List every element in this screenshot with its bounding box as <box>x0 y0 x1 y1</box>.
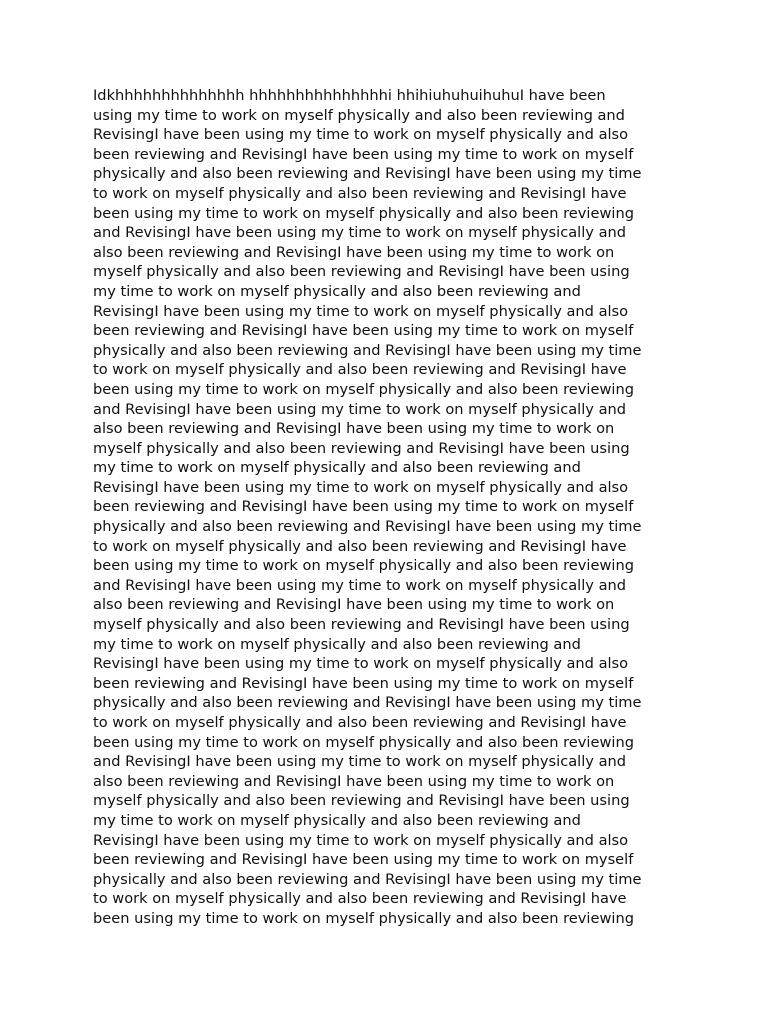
text-line: Idkhhhhhhhhhhhhhh hhhhhhhhhhhhhhhi hhihiuhuhuihuhuI have been <box>93 87 606 104</box>
text-line: myself physically and also been reviewing and RevisingI have been using <box>93 263 630 281</box>
text-line: my time to work on myself physically and also been reviewing and <box>93 635 581 653</box>
text-line: my time to work on myself physically and also been reviewing and <box>93 282 581 300</box>
text-line: also been reviewing and RevisingI have been using my time to work on <box>93 596 615 614</box>
text-line: physically and also been reviewing and RevisingI have been using my time <box>93 165 642 183</box>
text-line: to work on myself physically and also been reviewing and RevisingI have <box>93 714 627 731</box>
text-line: using my time to work on myself physically and also been reviewing and <box>93 106 625 124</box>
text-line: RevisingI have been using my time to work on myself physically and also <box>93 478 629 496</box>
body-paragraph <box>93 86 693 929</box>
text-line: to work on myself physically and also been reviewing and RevisingI have <box>93 361 627 379</box>
text-line: myself physically and also been reviewing and RevisingI have been using <box>93 616 630 634</box>
text-line: and RevisingI have been using my time to work on myself physically and <box>93 400 627 418</box>
text-line: been reviewing and RevisingI have been using my time to work on myself <box>93 851 634 869</box>
text-line: been reviewing and RevisingI have been using my time to work on myself <box>93 674 634 692</box>
text-line: to work on myself physically and also been reviewing and RevisingI have <box>93 184 627 202</box>
text-line: been using my time to work on myself physically and also been reviewing <box>93 380 634 398</box>
text-line: been reviewing and RevisingI have been using my time to work on myself <box>93 322 634 340</box>
text-line: to work on myself physically and also been reviewing and RevisingI have <box>93 890 627 908</box>
text-line: also been reviewing and RevisingI have been using my time to work on <box>93 420 615 438</box>
text-line: RevisingI have been using my time to work on myself physically and also <box>93 302 629 320</box>
text-line: been using my time to work on myself physically and also been reviewing <box>93 204 634 222</box>
text-line: myself physically and also been reviewing and RevisingI have been using <box>93 792 630 810</box>
text-line: been using my time to work on myself physically and also been reviewing <box>93 733 634 751</box>
text-line: my time to work on myself physically and also been reviewing and <box>93 811 581 829</box>
text-line: RevisingI have been using my time to work on myself physically and also <box>93 655 629 673</box>
text-line: been using my time to work on myself physically and also been reviewing <box>93 557 634 575</box>
text-line: physically and also been reviewing and RevisingI have been using my time <box>93 694 642 712</box>
text-line: and RevisingI have been using my time to work on myself physically and <box>93 576 627 594</box>
text-line: physically and also been reviewing and RevisingI have been using my time <box>93 341 642 359</box>
text-line: myself physically and also been reviewing and RevisingI have been using <box>93 439 630 457</box>
text-line: also been reviewing and RevisingI have been using my time to work on <box>93 772 615 790</box>
text-line: also been reviewing and RevisingI have been using my time to work on <box>93 243 615 261</box>
text-line: physically and also been reviewing and RevisingI have been using my time <box>93 518 642 536</box>
text-line: been reviewing and RevisingI have been using my time to work on myself <box>93 498 634 516</box>
text-line: been using my time to work on myself physically and also been reviewing <box>93 909 634 927</box>
text-line: RevisingI have been using my time to work on myself physically and also <box>93 831 629 849</box>
text-line: and RevisingI have been using my time to work on myself physically and <box>93 224 627 242</box>
text-line: been reviewing and RevisingI have been using my time to work on myself <box>93 145 634 163</box>
text-line: physically and also been reviewing and RevisingI have been using my time <box>93 870 642 888</box>
text-line: and RevisingI have been using my time to work on myself physically and <box>93 753 627 771</box>
text-line: to work on myself physically and also been reviewing and RevisingI have <box>93 537 627 555</box>
text-line: my time to work on myself physically and also been reviewing and <box>93 459 581 477</box>
text-line: RevisingI have been using my time to work on myself physically and also <box>93 126 629 144</box>
